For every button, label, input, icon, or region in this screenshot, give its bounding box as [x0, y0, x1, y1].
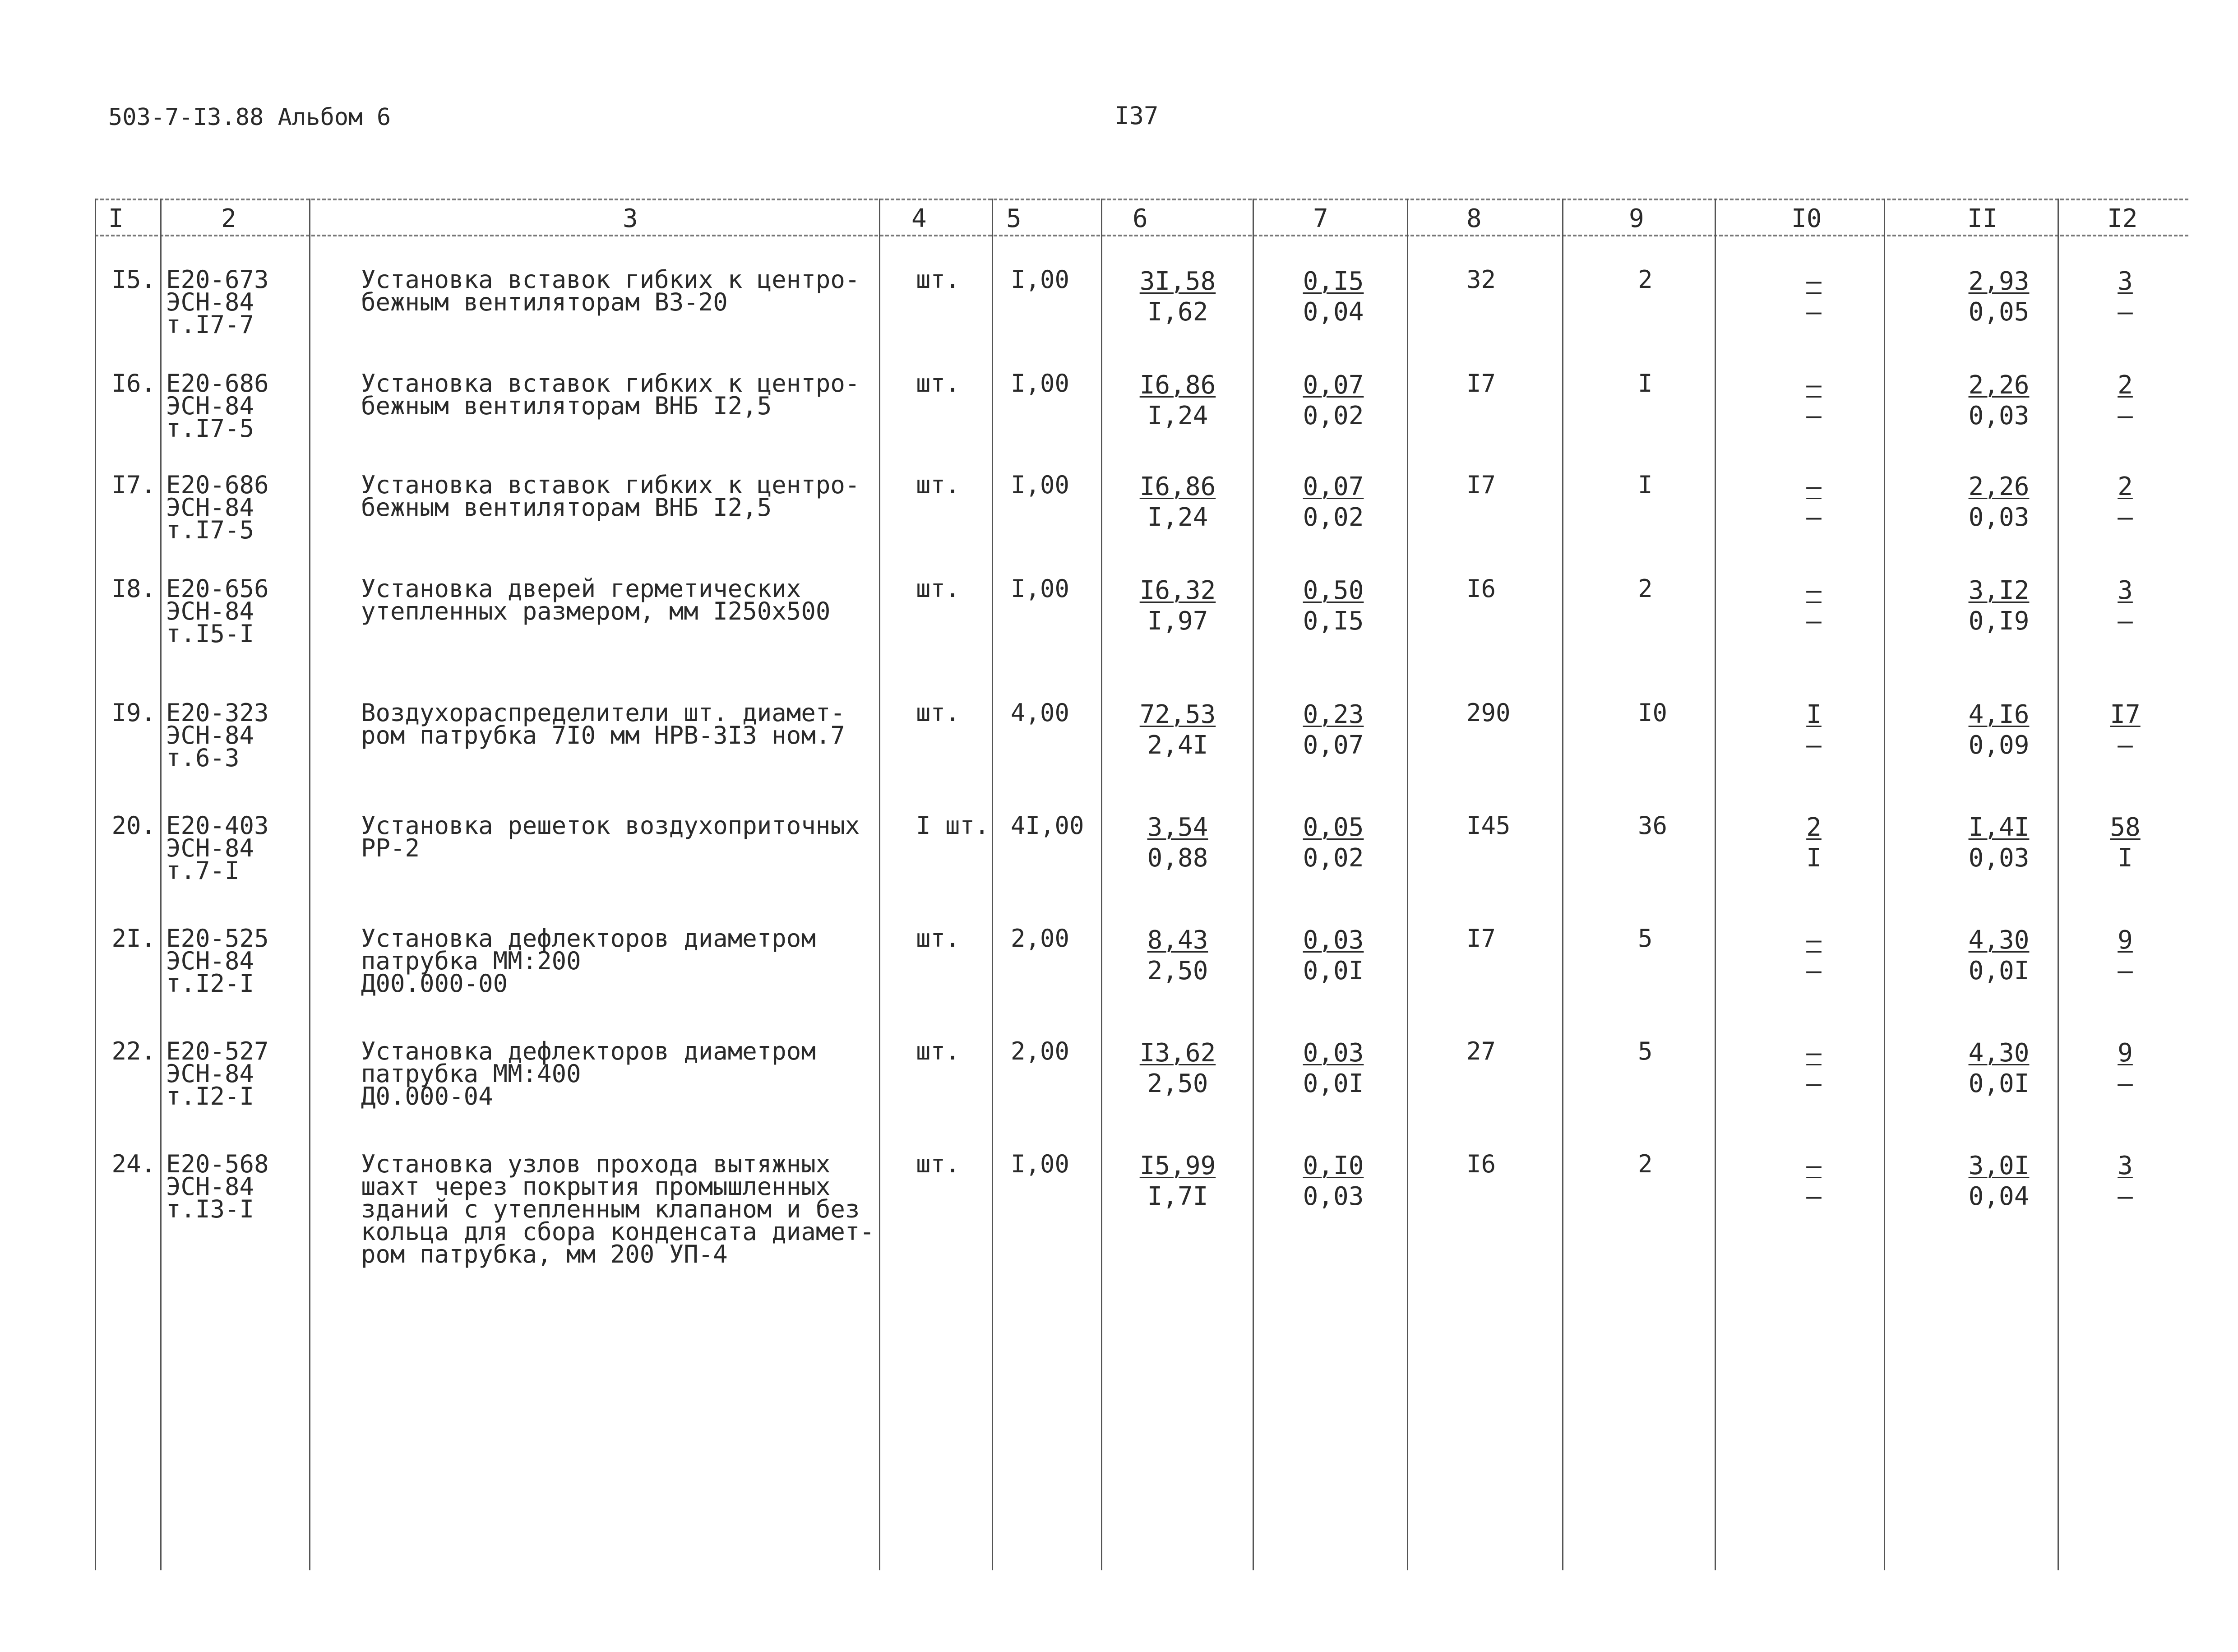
- row-position: 2I.: [111, 924, 156, 953]
- row-code-line: E20-686: [166, 369, 269, 398]
- row-code-line: E20-656: [166, 574, 269, 603]
- row-col9-value: 2: [1638, 265, 1653, 294]
- row-col7-value-bottom: 0,I5: [1303, 606, 1364, 636]
- row-col10-value-top: –: [1806, 267, 1822, 296]
- row-description-line: Д0.000-04: [361, 1082, 493, 1111]
- row-col8-value: I45: [1466, 811, 1511, 840]
- row-col6-value-bottom: I,24: [1147, 401, 1208, 430]
- row-col6-value-top: 8,43: [1147, 925, 1208, 955]
- row-code-line: ЭСН-84: [166, 392, 254, 420]
- row-col11-value: [1936, 472, 2062, 532]
- row-col11-value-bottom: 0,0I: [1968, 956, 2030, 986]
- row-col11-value-bottom: 0,09: [1968, 731, 2030, 760]
- row-col7-value: [1270, 472, 1396, 532]
- row-position: I6.: [111, 369, 156, 398]
- column-number: 9: [1629, 204, 1644, 233]
- row-col6-value-bottom: I,97: [1147, 606, 1208, 636]
- row-col6-value: [1114, 813, 1241, 873]
- row-col7-value-top: 0,05: [1303, 813, 1364, 842]
- row-col10-value-bottom: –: [1806, 956, 1822, 986]
- column-number: 8: [1466, 204, 1482, 233]
- row-col6-value: [1114, 700, 1241, 760]
- row-quantity: I,00: [1011, 574, 1070, 603]
- row-position: I7.: [111, 471, 156, 499]
- column-rule: [309, 199, 310, 1570]
- row-position: I9.: [111, 699, 156, 727]
- column-rule: [1715, 199, 1716, 1570]
- row-description-line: бежным вентиляторам ВНБ I2,5: [361, 493, 772, 522]
- row-col8-value: I7: [1466, 369, 1496, 398]
- row-col7-value: [1270, 576, 1396, 636]
- row-col10-value: [1751, 813, 1877, 873]
- column-rule: [160, 199, 162, 1570]
- row-col6-value-bottom: 2,4I: [1147, 731, 1208, 760]
- row-col6-value-top: I6,86: [1139, 370, 1216, 400]
- column-number: I: [108, 204, 124, 233]
- row-col12-value-bottom: –: [2118, 956, 2133, 986]
- row-description-line: Установка вставок гибких к центро-: [361, 265, 860, 294]
- row-col12-value: [2062, 370, 2188, 430]
- row-col6-value-top: I6,86: [1139, 472, 1216, 501]
- row-col12-value-top: 3: [2118, 1151, 2133, 1180]
- row-col7-value-bottom: 0,03: [1303, 1182, 1364, 1211]
- row-unit: шт.: [916, 924, 960, 953]
- column-rule: [95, 199, 96, 1570]
- row-quantity: I,00: [1011, 265, 1070, 294]
- row-col10-value-bottom: –: [1806, 503, 1822, 532]
- row-col9-value: 36: [1638, 811, 1668, 840]
- row-code-line: т.7-I: [166, 856, 240, 885]
- row-col8-value: I7: [1466, 924, 1496, 953]
- row-unit: шт.: [916, 1037, 960, 1065]
- row-col10-value: [1751, 267, 1877, 327]
- row-col10-value: [1751, 1151, 1877, 1211]
- row-col11-value-bottom: 0,I9: [1968, 606, 2030, 636]
- row-col10-value-top: –: [1806, 1151, 1822, 1180]
- row-col7-value-top: 0,I5: [1303, 267, 1364, 296]
- row-col12-value: [2062, 576, 2188, 636]
- row-code-line: E20-323: [166, 699, 269, 727]
- row-description-line: ром патрубка, мм 200 УП-4: [361, 1240, 728, 1268]
- row-position: 20.: [111, 811, 156, 840]
- row-col12-value-bottom: –: [2118, 606, 2133, 636]
- row-col8-value: I6: [1466, 574, 1496, 603]
- row-col11-value-bottom: 0,03: [1968, 401, 2030, 430]
- row-col11-value-top: 4,30: [1968, 1038, 2030, 1068]
- row-col12-value: [2062, 813, 2188, 873]
- row-col11-value: [1936, 576, 2062, 636]
- row-description-line: бежным вентиляторам ВЗ-20: [361, 288, 728, 316]
- row-col10-value-top: –: [1806, 1038, 1822, 1068]
- row-col6-value-top: I5,99: [1139, 1151, 1216, 1180]
- row-description-line: кольца для сбора конденсата диамет-: [361, 1217, 874, 1246]
- row-col7-value-top: 0,23: [1303, 700, 1364, 729]
- row-col7-value-top: 0,03: [1303, 1038, 1364, 1068]
- row-unit: шт.: [916, 699, 960, 727]
- row-col11-value-bottom: 0,05: [1968, 297, 2030, 327]
- row-col12-value: [2062, 925, 2188, 986]
- row-description-line: бежным вентиляторам ВНБ I2,5: [361, 392, 772, 420]
- row-col11-value-top: 4,30: [1968, 925, 2030, 955]
- row-col10-value-bottom: –: [1806, 297, 1822, 327]
- row-col11-value-top: 2,93: [1968, 267, 2030, 296]
- row-col12-value-bottom: –: [2118, 297, 2133, 327]
- row-col7-value: [1270, 370, 1396, 430]
- row-quantity: I,00: [1011, 471, 1070, 499]
- column-rule: [1407, 199, 1408, 1570]
- row-col11-value: [1936, 925, 2062, 986]
- row-col7-value-bottom: 0,0I: [1303, 956, 1364, 986]
- header-top-rule: [95, 199, 2188, 200]
- row-code-line: ЭСН-84: [166, 493, 254, 522]
- row-col8-value: I7: [1466, 471, 1496, 499]
- row-col7-value: [1270, 700, 1396, 760]
- row-col12-value-bottom: –: [2118, 1069, 2133, 1098]
- row-code-line: т.I7-5: [166, 516, 254, 544]
- row-col10-value: [1751, 576, 1877, 636]
- row-col6-value: [1114, 1038, 1241, 1098]
- row-col11-value-top: 3,0I: [1968, 1151, 2030, 1180]
- row-col12-value: [2062, 700, 2188, 760]
- column-rule: [1562, 199, 1563, 1570]
- column-number: 7: [1313, 204, 1328, 233]
- row-col11-value-bottom: 0,03: [1968, 503, 2030, 532]
- row-col6-value: [1114, 472, 1241, 532]
- row-description-line: утепленных размером, мм I250x500: [361, 597, 831, 625]
- row-col7-value-top: 0,03: [1303, 925, 1364, 955]
- row-col10-value-bottom: –: [1806, 401, 1822, 430]
- row-description-line: Воздухораспределители шт. диамет-: [361, 699, 845, 727]
- row-code-line: ЭСН-84: [166, 1172, 254, 1201]
- row-code-line: т.I3-I: [166, 1195, 254, 1223]
- row-col12-value: [2062, 1151, 2188, 1211]
- column-rule: [992, 199, 993, 1570]
- row-col12-value: [2062, 267, 2188, 327]
- row-quantity: 2,00: [1011, 1037, 1070, 1065]
- row-col7-value-top: 0,07: [1303, 472, 1364, 501]
- row-description-line: патрубка ММ:200: [361, 947, 581, 975]
- row-col7-value-bottom: 0,02: [1303, 401, 1364, 430]
- column-number: 5: [1006, 204, 1022, 233]
- row-code-line: ЭСН-84: [166, 597, 254, 625]
- row-code-line: т.I5-I: [166, 620, 254, 648]
- row-col10-value-top: –: [1806, 925, 1822, 955]
- row-col11-value: [1936, 1038, 2062, 1098]
- row-code-line: ЭСН-84: [166, 1060, 254, 1088]
- column-number: I2: [2107, 204, 2138, 233]
- row-quantity: 2,00: [1011, 924, 1070, 953]
- row-col7-value-top: 0,50: [1303, 576, 1364, 605]
- row-code-line: E20-527: [166, 1037, 269, 1065]
- row-col7-value-bottom: 0,02: [1303, 843, 1364, 873]
- row-col8-value: 32: [1466, 265, 1496, 294]
- row-col12-value-top: 2: [2118, 472, 2133, 501]
- row-col10-value: [1751, 1038, 1877, 1098]
- row-col7-value-bottom: 0,02: [1303, 503, 1364, 532]
- row-code-line: E20-568: [166, 1150, 269, 1178]
- row-description-line: Установка дефлекторов диаметром: [361, 1037, 816, 1065]
- row-col9-value: I0: [1638, 699, 1668, 727]
- row-col10-value-top: –: [1806, 472, 1822, 501]
- row-description-line: Установка вставок гибких к центро-: [361, 369, 860, 398]
- row-col10-value-bottom: –: [1806, 731, 1822, 760]
- row-code-line: т.I7-7: [166, 310, 254, 339]
- row-col9-value: 5: [1638, 924, 1653, 953]
- row-col7-value: [1270, 925, 1396, 986]
- column-rule: [1884, 199, 1885, 1570]
- row-col12-value-bottom: –: [2118, 731, 2133, 760]
- row-col12-value: [2062, 472, 2188, 532]
- row-col6-value: [1114, 925, 1241, 986]
- row-col6-value-top: 72,53: [1139, 700, 1216, 729]
- row-col12-value-top: 9: [2118, 1038, 2133, 1068]
- column-number: 4: [911, 204, 927, 233]
- row-position: 22.: [111, 1037, 156, 1065]
- row-col12-value: [2062, 1038, 2188, 1098]
- row-description-line: патрубка ММ:400: [361, 1060, 581, 1088]
- row-col10-value-top: –: [1806, 370, 1822, 400]
- row-col10-value-bottom: –: [1806, 606, 1822, 636]
- row-code-line: т.I2-I: [166, 1082, 254, 1111]
- row-col7-value-bottom: 0,07: [1303, 731, 1364, 760]
- row-col10-value-bottom: –: [1806, 1069, 1822, 1098]
- row-col10-value: [1751, 370, 1877, 430]
- row-col11-value: [1936, 700, 2062, 760]
- row-col7-value-bottom: 0,04: [1303, 297, 1364, 327]
- row-col10-value: [1751, 700, 1877, 760]
- row-col8-value: 290: [1466, 699, 1511, 727]
- row-col7-value-top: 0,07: [1303, 370, 1364, 400]
- row-col8-value: I6: [1466, 1150, 1496, 1178]
- column-rule: [1101, 199, 1102, 1570]
- page-number: I37: [1114, 102, 1159, 130]
- row-col12-value-top: 2: [2118, 370, 2133, 400]
- row-col11-value-bottom: 0,0I: [1968, 1069, 2030, 1098]
- row-col7-value: [1270, 813, 1396, 873]
- row-code-line: ЭСН-84: [166, 288, 254, 316]
- row-code-line: E20-686: [166, 471, 269, 499]
- row-col10-value-top: –: [1806, 576, 1822, 605]
- row-col6-value-bottom: 2,50: [1147, 1069, 1208, 1098]
- row-col12-value-top: 3: [2118, 576, 2133, 605]
- row-position: I5.: [111, 265, 156, 294]
- row-description-line: шахт через покрытия промышленных: [361, 1172, 831, 1201]
- row-col7-value: [1270, 1151, 1396, 1211]
- row-quantity: 4I,00: [1011, 811, 1084, 840]
- row-code-line: ЭСН-84: [166, 947, 254, 975]
- row-col7-value: [1270, 1038, 1396, 1098]
- row-unit: шт.: [916, 471, 960, 499]
- row-col10-value-top: 2: [1806, 813, 1822, 842]
- row-code-line: E20-673: [166, 265, 269, 294]
- row-col11-value: [1936, 370, 2062, 430]
- row-col10-value-bottom: I: [1806, 843, 1822, 873]
- column-number: I0: [1791, 204, 1822, 233]
- row-quantity: I,00: [1011, 1150, 1070, 1178]
- row-col11-value-top: 2,26: [1968, 472, 2030, 501]
- row-col6-value-top: 3,54: [1147, 813, 1208, 842]
- row-col11-value: [1936, 267, 2062, 327]
- row-col9-value: 5: [1638, 1037, 1653, 1065]
- row-col7-value-top: 0,I0: [1303, 1151, 1364, 1180]
- column-number: II: [1967, 204, 1998, 233]
- row-col6-value-bottom: I,62: [1147, 297, 1208, 327]
- row-unit: шт.: [916, 369, 960, 398]
- row-col6-value-bottom: I,7I: [1147, 1182, 1208, 1211]
- document-reference: 503-7-I3.88 Альбом 6: [108, 104, 391, 131]
- row-col11-value: [1936, 1151, 2062, 1211]
- row-col12-value-top: I7: [2110, 700, 2141, 729]
- row-col12-value-bottom: –: [2118, 401, 2133, 430]
- row-col11-value-top: 3,I2: [1968, 576, 2030, 605]
- row-col7-value-bottom: 0,0I: [1303, 1069, 1364, 1098]
- row-col10-value: [1751, 925, 1877, 986]
- row-col11-value-top: 4,I6: [1968, 700, 2030, 729]
- row-col8-value: 27: [1466, 1037, 1496, 1065]
- row-col10-value-bottom: –: [1806, 1182, 1822, 1211]
- row-col6-value: [1114, 267, 1241, 327]
- row-quantity: I,00: [1011, 369, 1070, 398]
- header-bottom-rule: [95, 235, 2188, 236]
- row-col9-value: 2: [1638, 1150, 1653, 1178]
- column-number: 2: [221, 204, 236, 233]
- row-col12-value-top: 58: [2110, 813, 2141, 842]
- row-position: I8.: [111, 574, 156, 603]
- row-col7-value: [1270, 267, 1396, 327]
- row-unit: шт.: [916, 1150, 960, 1178]
- row-unit: шт.: [916, 574, 960, 603]
- row-col10-value: [1751, 472, 1877, 532]
- row-col9-value: I: [1638, 471, 1653, 499]
- row-description-line: Установка решеток воздухоприточных: [361, 811, 860, 840]
- row-col11-value-top: 2,26: [1968, 370, 2030, 400]
- row-position: 24.: [111, 1150, 156, 1178]
- row-col10-value-top: I: [1806, 700, 1822, 729]
- row-code-line: ЭСН-84: [166, 721, 254, 750]
- row-col6-value-top: I3,62: [1139, 1038, 1216, 1068]
- row-col6-value-bottom: 0,88: [1147, 843, 1208, 873]
- row-col12-value-bottom: I: [2118, 843, 2133, 873]
- row-description-line: зданий с утепленным клапаном и без: [361, 1195, 860, 1223]
- row-col12-value-top: 3: [2118, 267, 2133, 296]
- row-col6-value-bottom: 2,50: [1147, 956, 1208, 986]
- row-col9-value: 2: [1638, 574, 1653, 603]
- row-code-line: т.I7-5: [166, 414, 254, 443]
- row-col11-value: [1936, 813, 2062, 873]
- column-rule: [879, 199, 880, 1570]
- row-description-line: Д00.000-00: [361, 969, 508, 998]
- row-col11-value-bottom: 0,03: [1968, 843, 2030, 873]
- row-col6-value-top: I6,32: [1139, 576, 1216, 605]
- row-code-line: E20-525: [166, 924, 269, 953]
- row-unit: шт.: [916, 265, 960, 294]
- row-description-line: Установка вставок гибких к центро-: [361, 471, 860, 499]
- row-col9-value: I: [1638, 369, 1653, 398]
- column-number: 6: [1133, 204, 1148, 233]
- row-description-line: Установка узлов прохода вытяжных: [361, 1150, 831, 1178]
- row-description-line: Установка дефлекторов диаметром: [361, 924, 816, 953]
- row-col6-value-top: 3I,58: [1139, 267, 1216, 296]
- row-code-line: E20-403: [166, 811, 269, 840]
- row-col11-value-top: I,4I: [1968, 813, 2030, 842]
- row-code-line: т.6-3: [166, 744, 240, 772]
- row-col6-value: [1114, 370, 1241, 430]
- row-col6-value-bottom: I,24: [1147, 503, 1208, 532]
- column-rule: [1253, 199, 1254, 1570]
- row-col12-value-top: 9: [2118, 925, 2133, 955]
- row-col6-value: [1114, 576, 1241, 636]
- row-description-line: Установка дверей герметических: [361, 574, 801, 603]
- row-description-line: PP-2: [361, 834, 420, 862]
- row-code-line: т.I2-I: [166, 969, 254, 998]
- row-col11-value-bottom: 0,04: [1968, 1182, 2030, 1211]
- row-description-line: ром патрубка 7I0 мм НРВ-3I3 ном.7: [361, 721, 845, 750]
- row-col12-value-bottom: –: [2118, 1182, 2133, 1211]
- row-quantity: 4,00: [1011, 699, 1070, 727]
- column-number: 3: [623, 204, 638, 233]
- row-code-line: ЭСН-84: [166, 834, 254, 862]
- row-col6-value: [1114, 1151, 1241, 1211]
- row-unit: I шт.: [916, 811, 990, 840]
- row-col12-value-bottom: –: [2118, 503, 2133, 532]
